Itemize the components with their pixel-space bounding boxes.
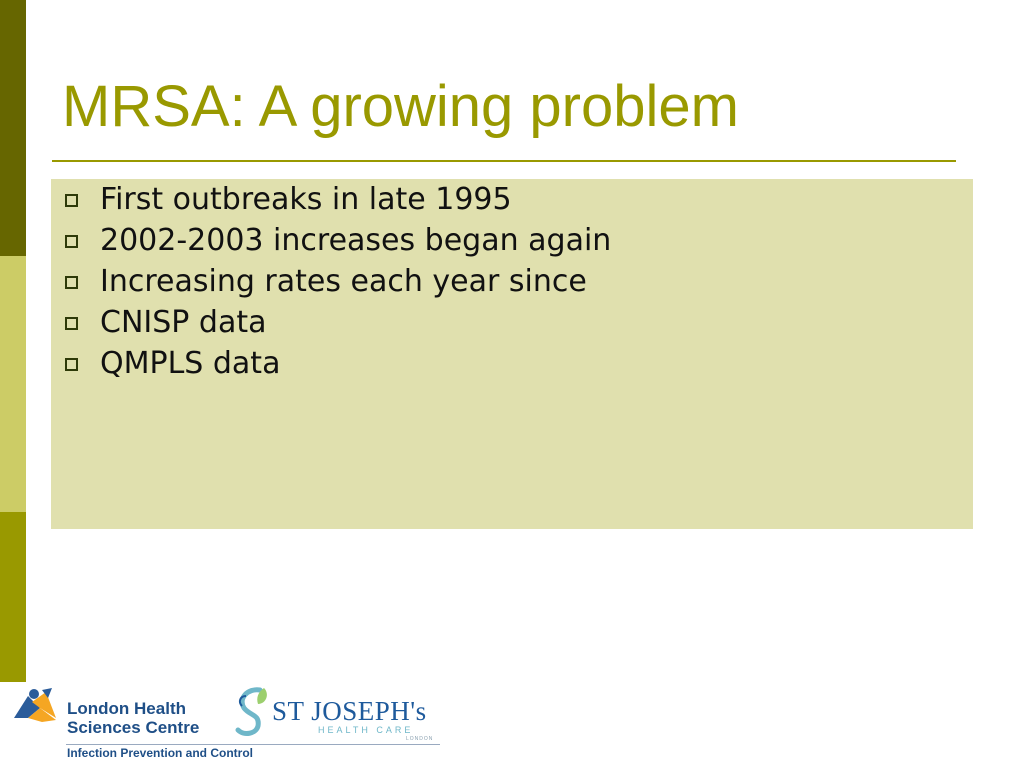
bullet-text: First outbreaks in late 1995 [100,182,512,217]
bullet-list [51,179,973,384]
list-item [51,302,973,343]
st-josephs-location: LONDON [406,736,434,742]
bullet-text: 2002-2003 increases began again [100,223,612,258]
st-josephs-emblem-icon [230,684,274,744]
list-item [51,220,973,261]
side-bar-top [0,0,26,256]
square-bullet-icon [65,358,78,371]
st-josephs-logo [230,684,445,744]
square-bullet-icon [65,235,78,248]
list-item [51,343,973,384]
list-item [51,179,973,220]
footer-divider [66,744,440,745]
square-bullet-icon [65,276,78,289]
st-josephs-subtitle: HEALTH CARE [318,725,414,735]
lhsc-name: London Health Sciences Centre [67,699,200,737]
side-bar-middle [0,256,26,512]
square-bullet-icon [65,194,78,207]
side-bar-bottom [0,512,26,682]
bullet-text: CNISP data [100,305,267,340]
list-item [51,261,973,302]
content-box [51,179,973,529]
slide-title: MRSA: A growing problem [62,74,739,139]
square-bullet-icon [65,317,78,330]
bullet-text: Increasing rates each year since [100,264,587,299]
bullet-text: QMPLS data [100,346,281,381]
lhsc-department: Infection Prevention and Control [67,746,254,760]
lhsc-emblem-icon [12,688,62,724]
title-underline [52,160,956,162]
st-josephs-name: ST JOSEPH's [272,696,427,726]
